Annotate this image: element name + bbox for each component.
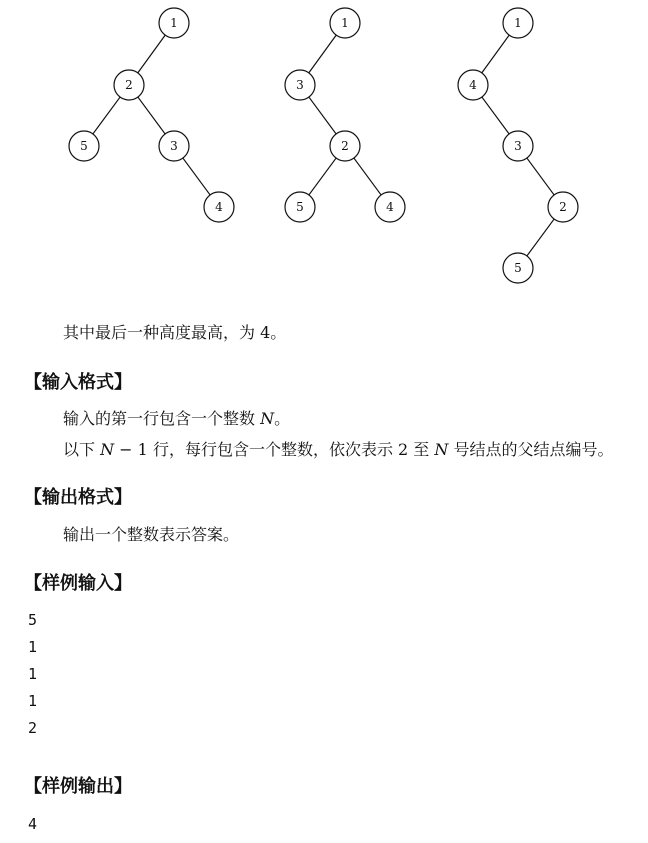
- tree-diagrams: [0, 0, 648, 300]
- tree-node: [458, 70, 488, 100]
- tree-node: [330, 131, 360, 161]
- output-format-line-1: 输出一个整数表示答案。: [63, 525, 240, 544]
- sample-input-line: 2: [28, 719, 38, 737]
- tree-node-label: 2: [559, 200, 567, 214]
- tree-node: [548, 192, 578, 222]
- tree-edge: [309, 97, 336, 134]
- tree-node: [330, 8, 360, 38]
- sample-input-line: 1: [28, 692, 38, 710]
- input-format-heading: 【输入格式】: [24, 372, 132, 393]
- tree-node: [159, 131, 189, 161]
- tree-node-label: 3: [514, 139, 522, 153]
- tree-node-label: 4: [469, 78, 477, 92]
- tree-3: [458, 8, 578, 283]
- tree-edge: [138, 35, 165, 73]
- tree-edge: [309, 35, 336, 73]
- sample-output-line: 4: [28, 815, 38, 833]
- tree-node-label: 5: [514, 261, 522, 275]
- tree-node-label: 2: [125, 78, 133, 92]
- tree-edge: [482, 35, 509, 73]
- tree-node-label: 3: [170, 139, 178, 153]
- tree-node: [159, 8, 189, 38]
- tree-node-label: 5: [296, 200, 304, 214]
- tree-edge: [138, 97, 165, 134]
- sample-input-line: 1: [28, 638, 38, 656]
- tree-node: [114, 70, 144, 100]
- tree-edge: [482, 97, 509, 134]
- tree-edge: [527, 158, 554, 195]
- tree-node: [503, 253, 533, 283]
- tree-edge: [183, 158, 210, 195]
- tree-node: [503, 8, 533, 38]
- tree-edge: [309, 158, 336, 195]
- tree-node: [285, 192, 315, 222]
- tree-node-label: 4: [215, 200, 223, 214]
- sample-input-line: 5: [28, 611, 38, 629]
- output-format-heading: 【输出格式】: [24, 487, 132, 508]
- tree-node-label: 4: [386, 200, 394, 214]
- tree-node: [375, 192, 405, 222]
- tree-edge: [354, 158, 381, 195]
- tree-node: [204, 192, 234, 222]
- input-format-line-1: 输入的第一行包含一个整数 N。: [63, 409, 291, 428]
- tree-node: [503, 131, 533, 161]
- tree-node-label: 5: [80, 139, 88, 153]
- sample-output-heading: 【样例输出】: [24, 776, 132, 797]
- tree-node-label: 1: [514, 16, 522, 30]
- tree-node: [69, 131, 99, 161]
- tree-node-label: 3: [296, 78, 304, 92]
- input-format-line-2: 以下 N − 1 行，每行包含一个整数，依次表示 2 至 N 号结点的父结点编号。: [63, 440, 614, 459]
- tree-edge: [527, 219, 554, 256]
- sample-input-heading: 【样例输入】: [24, 573, 132, 594]
- tree-1: [69, 8, 234, 222]
- tree-edge: [93, 97, 120, 134]
- summary-text: 其中最后一种高度最高，为 4。: [63, 323, 287, 342]
- tree-node-label: 1: [170, 16, 178, 30]
- tree-2: [285, 8, 405, 222]
- tree-node: [285, 70, 315, 100]
- tree-node-label: 1: [341, 16, 349, 30]
- sample-input-line: 1: [28, 665, 38, 683]
- tree-node-label: 2: [341, 139, 349, 153]
